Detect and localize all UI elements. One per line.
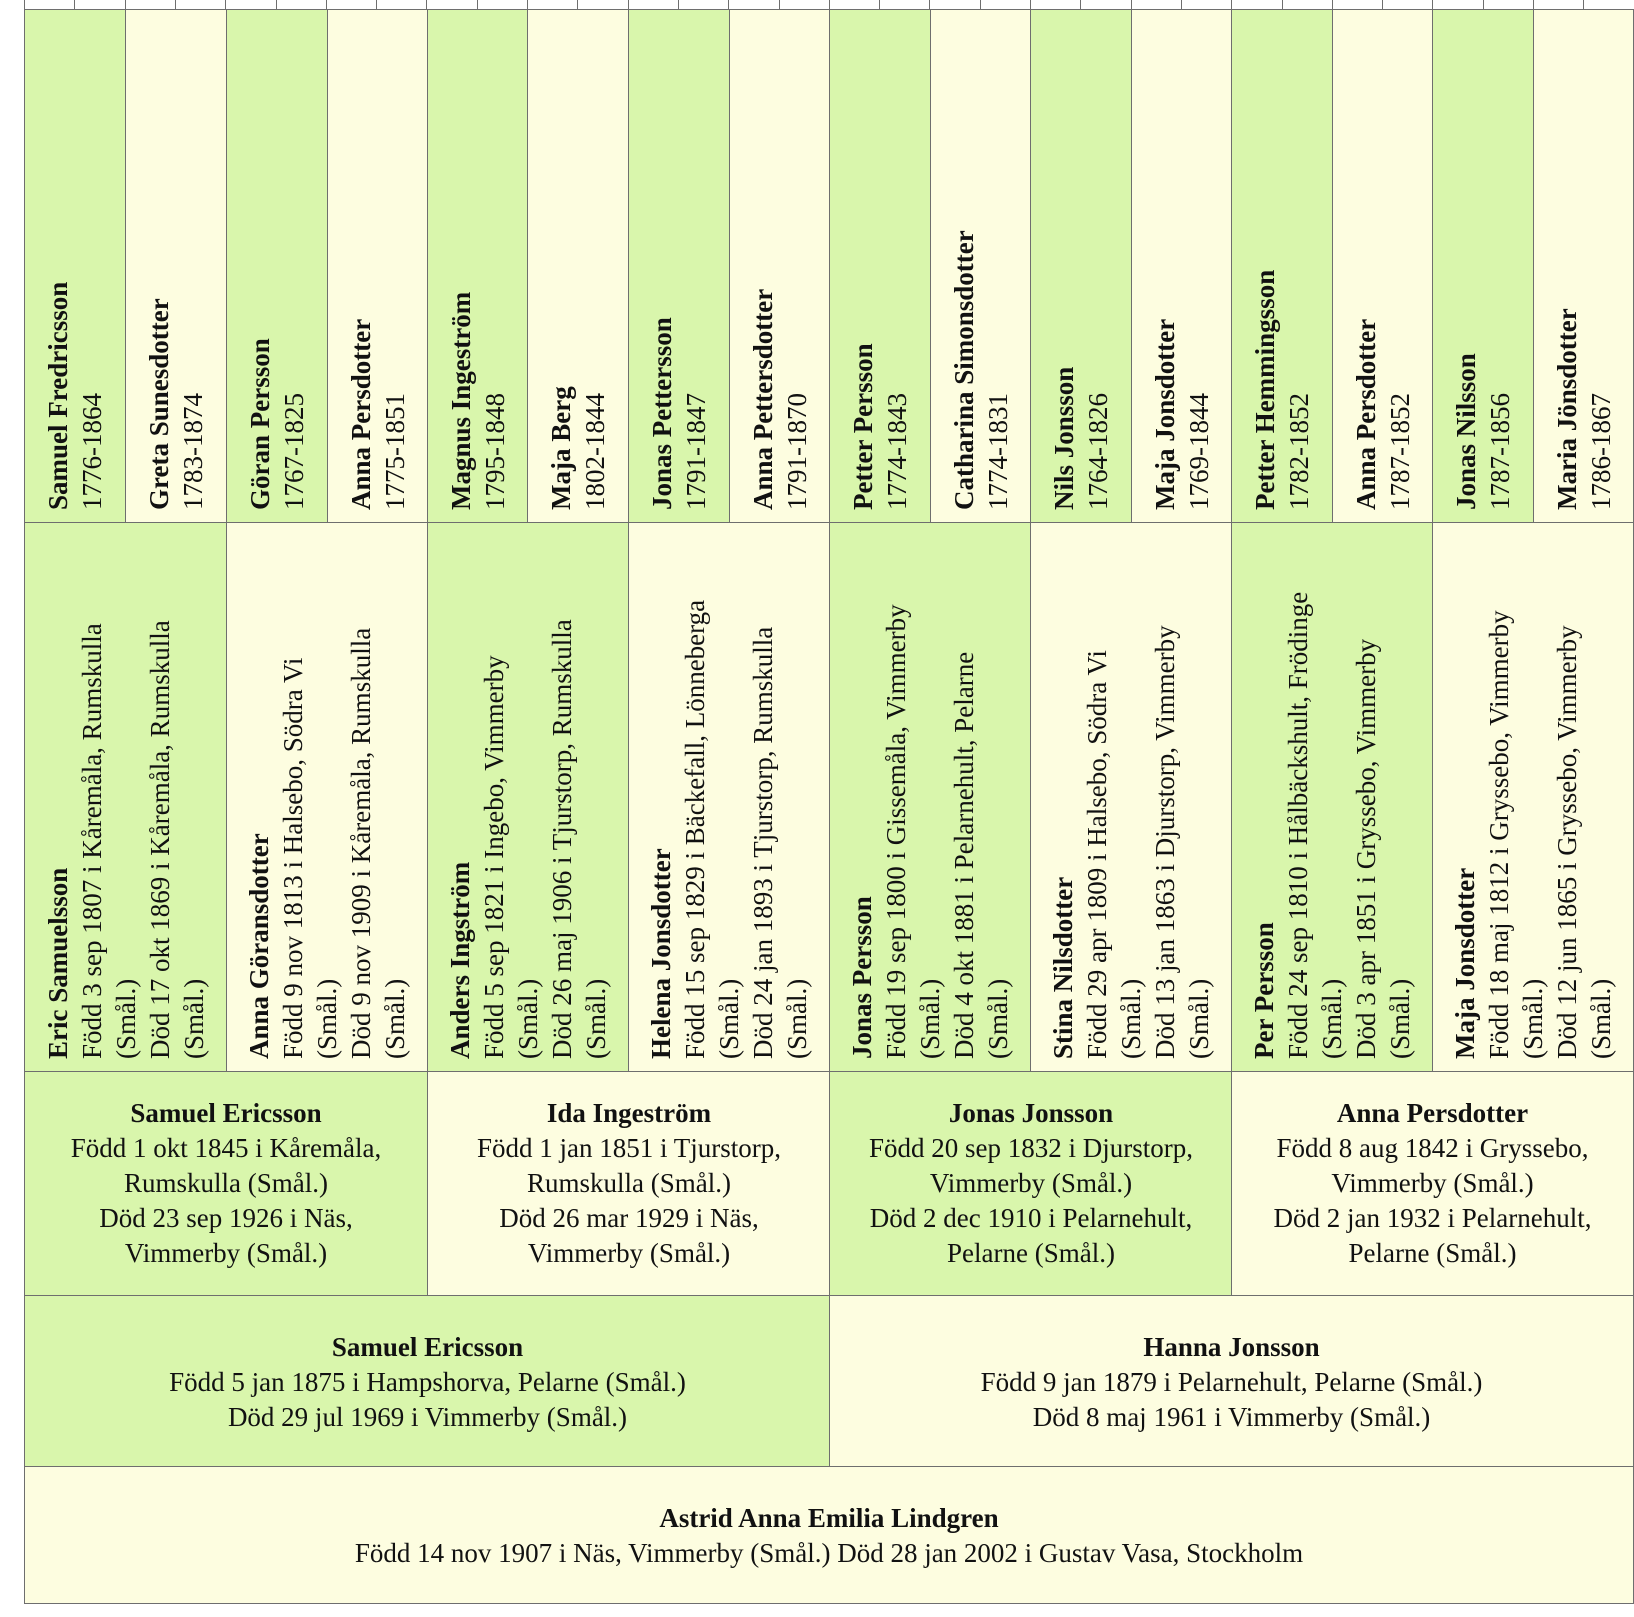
person-info-line: Rumskulla (Smål.) [124, 1168, 328, 1198]
person-info-line: Död 12 jun 1865 i Gryssebo, Vimmerby [1552, 625, 1582, 1059]
person-name: Magnus Ingeström [445, 291, 476, 510]
person-info-line: Född 29 apr 1809 i Halsebo, Södra Vi [1082, 650, 1112, 1059]
person-box-gen4 [427, 522, 629, 1072]
person-name: Maja Jonsdotter [1450, 867, 1480, 1059]
person-name: Jonas Jonsson [948, 1098, 1114, 1128]
person-info-line: Död 29 jul 1969 i Vimmerby (Smål.) [227, 1402, 628, 1432]
person-box-gen4 [1030, 522, 1232, 1072]
person-info-line: Född 9 jan 1879 i Pelarnehult, Pelarne (Smål.) [980, 1367, 1483, 1397]
person-box-gen5 [527, 9, 629, 523]
person-box-gen5 [24, 9, 126, 523]
person-info-line: Död 17 okt 1869 i Kåremåla, Rumskulla [144, 620, 175, 1059]
person-info-line: (Smål.) [1586, 978, 1616, 1059]
person-name: Maria Jönsdotter [1551, 308, 1582, 510]
person-info-line: (Smål.) [983, 978, 1013, 1059]
person-info-line: (Smål.) [1385, 978, 1415, 1059]
person-info-line: (Smål.) [581, 978, 611, 1059]
person-info-line: Död 26 mar 1929 i Näs, [499, 1203, 759, 1233]
person-years: 1767-1825 [279, 393, 309, 510]
person-name: Anna Pettersdotter [747, 288, 778, 510]
person-info-line: (Smål.) [513, 978, 543, 1059]
person-years: 1769-1844 [1183, 393, 1214, 510]
person-box-gen5 [427, 9, 528, 523]
person-info-line: Död 23 sep 1926 i Näs, [99, 1203, 353, 1233]
person-info-line: (Smål.) [1518, 978, 1548, 1059]
person-info-line: Född 1 jan 1851 i Tjurstorp, [476, 1133, 781, 1163]
person-name: Anna Persdotter [1336, 1098, 1529, 1128]
person-years: 1795-1848 [479, 393, 510, 510]
person-info-line: Vimmerby (Smål.) [124, 1238, 328, 1268]
person-box-gen5 [1533, 9, 1634, 523]
person-box-gen1 [24, 1466, 1634, 1604]
person-info-line: Född 19 sep 1800 i Gissemåla, Vimmerby [881, 604, 911, 1059]
person-name: Maja Berg [546, 386, 576, 510]
person-info-line: Född 18 maj 1812 i Gryssebo, Vimmerby [1484, 610, 1514, 1059]
person-info-line: Född 20 sep 1832 i Djurstorp, [869, 1133, 1193, 1163]
person-name: Ida Ingeström [546, 1098, 712, 1128]
person-name: Jonas Pettersson [647, 317, 677, 510]
person-info-line: Född 5 sep 1821 i Ingebo, Vimmerby [479, 655, 509, 1059]
person-box-gen5 [1231, 9, 1333, 523]
person-name: Nils Jonsson [1049, 366, 1079, 510]
person-info-line: Död 24 jan 1893 i Tjurstorp, Rumskulla [748, 626, 778, 1059]
person-info-line: Död 9 nov 1909 i Kåremåla, Rumskulla [346, 627, 376, 1059]
person-info-line: (Smål.) [1184, 978, 1214, 1059]
person-info-line: Död 8 maj 1961 i Vimmerby (Smål.) [1032, 1402, 1431, 1432]
person-info-line: Rumskulla (Smål.) [527, 1168, 731, 1198]
person-box-gen5 [1432, 9, 1534, 523]
person-info-line: Pelarne (Smål.) [947, 1238, 1115, 1268]
person-name: Per Persson [1249, 922, 1279, 1059]
person-info-line: (Smål.) [782, 978, 812, 1059]
person-info-line: Vimmerby (Smål.) [1331, 1168, 1534, 1198]
person-name: Jonas Nilsson [1451, 353, 1481, 510]
person-box-gen5 [1131, 9, 1232, 523]
person-years: 1774-1831 [982, 393, 1013, 510]
person-info-line: Vimmerby (Smål.) [527, 1238, 731, 1268]
person-info-line: Död 3 apr 1851 i Gryssebo, Vimmerby [1351, 638, 1381, 1059]
person-name: Anna Persdotter [345, 318, 376, 510]
person-box-gen5 [729, 9, 830, 523]
person-info-line: Pelarne (Smål.) [1348, 1238, 1517, 1268]
person-box-gen2 [24, 1295, 831, 1467]
person-info-line: (Smål.) [915, 978, 945, 1059]
person-years: 1783-1874 [178, 393, 208, 510]
person-name: Petter Hemmingsson [1250, 269, 1280, 510]
person-info-line: Född 3 sep 1807 i Kåremåla, Rumskulla [76, 623, 107, 1059]
person-box-gen3 [829, 1071, 1233, 1296]
person-box-gen5 [226, 9, 328, 523]
person-name: Hanna Jonsson [1143, 1332, 1320, 1362]
person-name: Anna Persdotter [1350, 318, 1381, 510]
person-info-line: (Smål.) [178, 978, 209, 1059]
person-box-gen4 [1432, 522, 1634, 1072]
person-box-gen5 [327, 9, 428, 523]
person-box-gen5 [930, 9, 1031, 523]
person-name: Göran Persson [245, 338, 275, 510]
person-name: Eric Samuelsson [42, 867, 73, 1059]
person-info-line: (Smål.) [110, 978, 141, 1059]
person-years: 1787-1856 [1485, 393, 1515, 510]
person-years: 1774-1843 [882, 393, 912, 510]
person-years: 1782-1852 [1284, 393, 1314, 510]
person-name: Astrid Anna Emilia Lindgren [659, 1503, 999, 1533]
person-info-line: Död 13 jan 1863 i Djurstorp, Vimmerby [1150, 625, 1180, 1059]
person-box-gen3 [24, 1071, 428, 1296]
person-box-gen5 [125, 9, 227, 523]
person-box-gen2 [829, 1295, 1634, 1467]
person-name: Samuel Ericsson [331, 1332, 524, 1362]
person-info-line: Född 24 sep 1810 i Hålbäckshult, Frödinge [1283, 591, 1313, 1059]
person-info-line: (Smål.) [380, 978, 410, 1059]
person-info-line: Vimmerby (Smål.) [929, 1168, 1133, 1198]
person-years: 1791-1847 [681, 393, 711, 510]
person-box-gen4 [1231, 522, 1433, 1072]
person-info-line: Född 15 sep 1829 i Bäckefall, Lönneberga [680, 599, 710, 1059]
person-info-line: (Smål.) [1317, 978, 1347, 1059]
person-name: Anders Ingström [445, 861, 475, 1059]
person-name: Samuel Ericsson [130, 1098, 322, 1128]
person-box-gen5 [628, 9, 730, 523]
person-box-gen4 [226, 522, 428, 1072]
person-box-gen5 [1030, 9, 1132, 523]
person-info-line: (Smål.) [312, 978, 342, 1059]
person-name: Anna Göransdotter [244, 833, 274, 1059]
person-years: 1764-1826 [1083, 393, 1113, 510]
person-info-line: Född 14 nov 1907 i Näs, Vimmerby (Smål.) Död 28 jan 2002 i Gustav Vasa, Stockholm [354, 1538, 1304, 1568]
person-info-line: Född 1 okt 1845 i Kåremåla, [70, 1133, 382, 1163]
person-info-line: (Smål.) [1116, 978, 1146, 1059]
person-info-line: Född 5 jan 1875 i Hampshorva, Pelarne (Smål.) [169, 1367, 686, 1397]
person-info-line: Död 4 okt 1881 i Pelarnehult, Pelarne [949, 651, 979, 1059]
person-name: Catharina Simonsdotter [948, 230, 979, 510]
person-info-line: Född 9 nov 1813 i Halsebo, Södra Vi [278, 657, 308, 1059]
person-years: 1791-1870 [781, 393, 812, 510]
person-name: Helena Jonsdotter [646, 848, 676, 1059]
person-years: 1802-1844 [580, 393, 610, 510]
person-name: Maja Jonsdotter [1149, 318, 1180, 510]
person-box-gen5 [829, 9, 931, 523]
person-info-line: Född 8 aug 1842 i Gryssebo, [1276, 1133, 1589, 1163]
person-name: Stina Nilsdotter [1048, 876, 1078, 1059]
person-box-gen3 [427, 1071, 831, 1296]
person-info-line: Död 2 dec 1910 i Pelarnehult, [869, 1203, 1193, 1233]
person-name: Greta Sunesdotter [144, 298, 174, 510]
person-years: 1786-1867 [1585, 393, 1616, 510]
person-box-gen4 [24, 522, 227, 1072]
person-box-gen4 [829, 522, 1031, 1072]
person-box-gen5 [1332, 9, 1433, 523]
person-box-gen4 [628, 522, 830, 1072]
person-box-gen3 [1231, 1071, 1634, 1296]
person-info-line: (Smål.) [714, 978, 744, 1059]
person-name: Petter Persson [848, 343, 878, 510]
person-years: 1787-1852 [1384, 393, 1415, 510]
person-info-line: Död 2 jan 1932 i Pelarnehult, [1273, 1203, 1592, 1233]
person-info-line: Död 26 maj 1906 i Tjurstorp, Rumskulla [547, 619, 577, 1059]
person-years: 1775-1851 [379, 393, 410, 510]
person-name: Samuel Fredricsson [43, 281, 73, 510]
person-name: Jonas Persson [847, 896, 877, 1059]
person-years: 1776-1864 [77, 393, 107, 510]
